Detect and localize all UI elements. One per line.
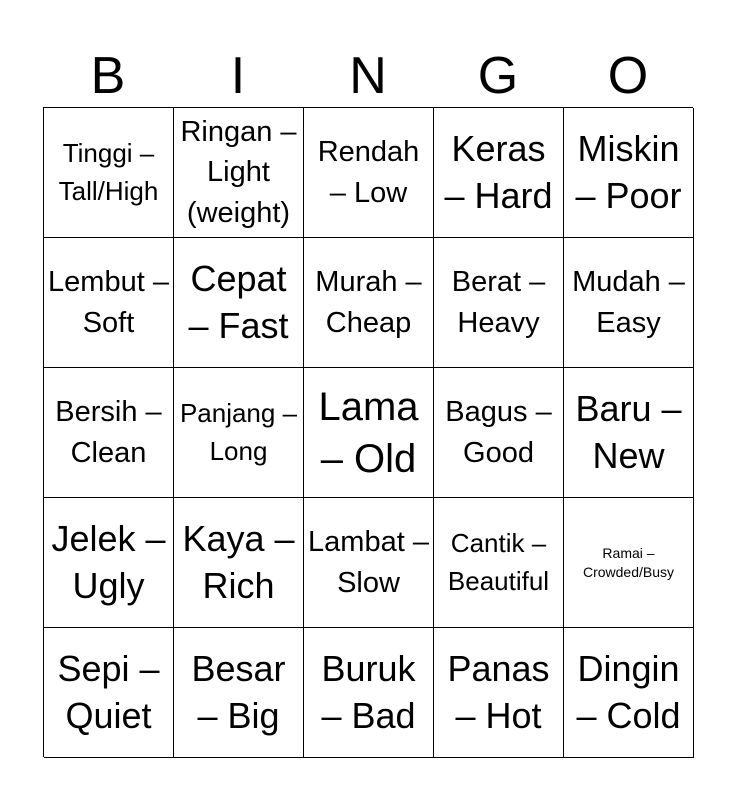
bingo-cell[interactable]: [304, 238, 434, 368]
cell-label: Cantik – Beautiful: [447, 527, 550, 596]
cell-label: Jelek – Ugly: [51, 517, 166, 606]
bingo-cell[interactable]: [564, 628, 694, 758]
bingo-cell[interactable]: [564, 108, 694, 238]
bingo-cell[interactable]: [44, 628, 174, 758]
cell-label: Panas – Hot: [447, 647, 550, 736]
cell-label: Murah – Cheap: [315, 265, 422, 339]
bingo-cell[interactable]: [564, 498, 694, 628]
bingo-cell[interactable]: [434, 498, 564, 628]
bingo-cell[interactable]: [564, 238, 694, 368]
cell-label: Lama – Old: [318, 384, 419, 481]
cell-label: Miskin – Poor: [575, 127, 682, 216]
bingo-cell[interactable]: [174, 628, 304, 758]
cell-label: Mudah – Easy: [572, 265, 685, 339]
cell-label: Buruk – Bad: [321, 647, 416, 736]
bingo-cell[interactable]: [174, 368, 304, 498]
cell-label: Bersih – Clean: [55, 395, 162, 469]
cell-label: Dingin – Cold: [576, 647, 681, 736]
bingo-cell[interactable]: [174, 238, 304, 368]
bingo-cell[interactable]: [44, 108, 174, 238]
bingo-cell[interactable]: [434, 628, 564, 758]
cell-label: Cepat – Fast: [188, 257, 289, 346]
cell-label: Lembut – Soft: [48, 265, 169, 339]
header-letter-n: N: [349, 47, 387, 105]
cell-label: Rendah – Low: [317, 135, 420, 209]
bingo-header: [43, 46, 693, 106]
bingo-cell[interactable]: [304, 498, 434, 628]
bingo-cell[interactable]: [434, 368, 564, 498]
cell-label: Besar – Big: [191, 647, 286, 736]
cell-label: Tinggi – Tall/High: [58, 137, 159, 206]
bingo-cell[interactable]: [564, 368, 694, 498]
bingo-grid: [43, 107, 693, 757]
cell-label: Sepi – Quiet: [57, 647, 160, 736]
bingo-cell[interactable]: [434, 108, 564, 238]
cell-label: Keras – Hard: [444, 127, 553, 216]
header-letter-i: I: [230, 47, 246, 105]
bingo-cell[interactable]: [174, 498, 304, 628]
cell-label: Ringan – Light (weight): [180, 115, 297, 229]
cell-label: Bagus – Good: [445, 395, 552, 469]
header-letter-b: B: [90, 47, 126, 105]
bingo-cell[interactable]: [434, 238, 564, 368]
bingo-cell[interactable]: [44, 238, 174, 368]
cell-label: Berat – Heavy: [451, 265, 546, 339]
header-letter-g: G: [477, 47, 519, 105]
cell-label: Lambat – Slow: [308, 525, 429, 599]
bingo-cell[interactable]: [44, 368, 174, 498]
bingo-cell[interactable]: [44, 498, 174, 628]
bingo-cell[interactable]: [174, 108, 304, 238]
cell-label: Panjang – Long: [179, 397, 298, 466]
cell-label: Ramai – Crowded/Busy: [582, 545, 675, 580]
bingo-cell[interactable]: [304, 628, 434, 758]
cell-label: Baru – New: [575, 387, 682, 476]
bingo-cell[interactable]: [304, 108, 434, 238]
header-letter-o: O: [607, 47, 649, 105]
bingo-cell[interactable]: [304, 368, 434, 498]
cell-label: Kaya – Rich: [182, 517, 295, 606]
